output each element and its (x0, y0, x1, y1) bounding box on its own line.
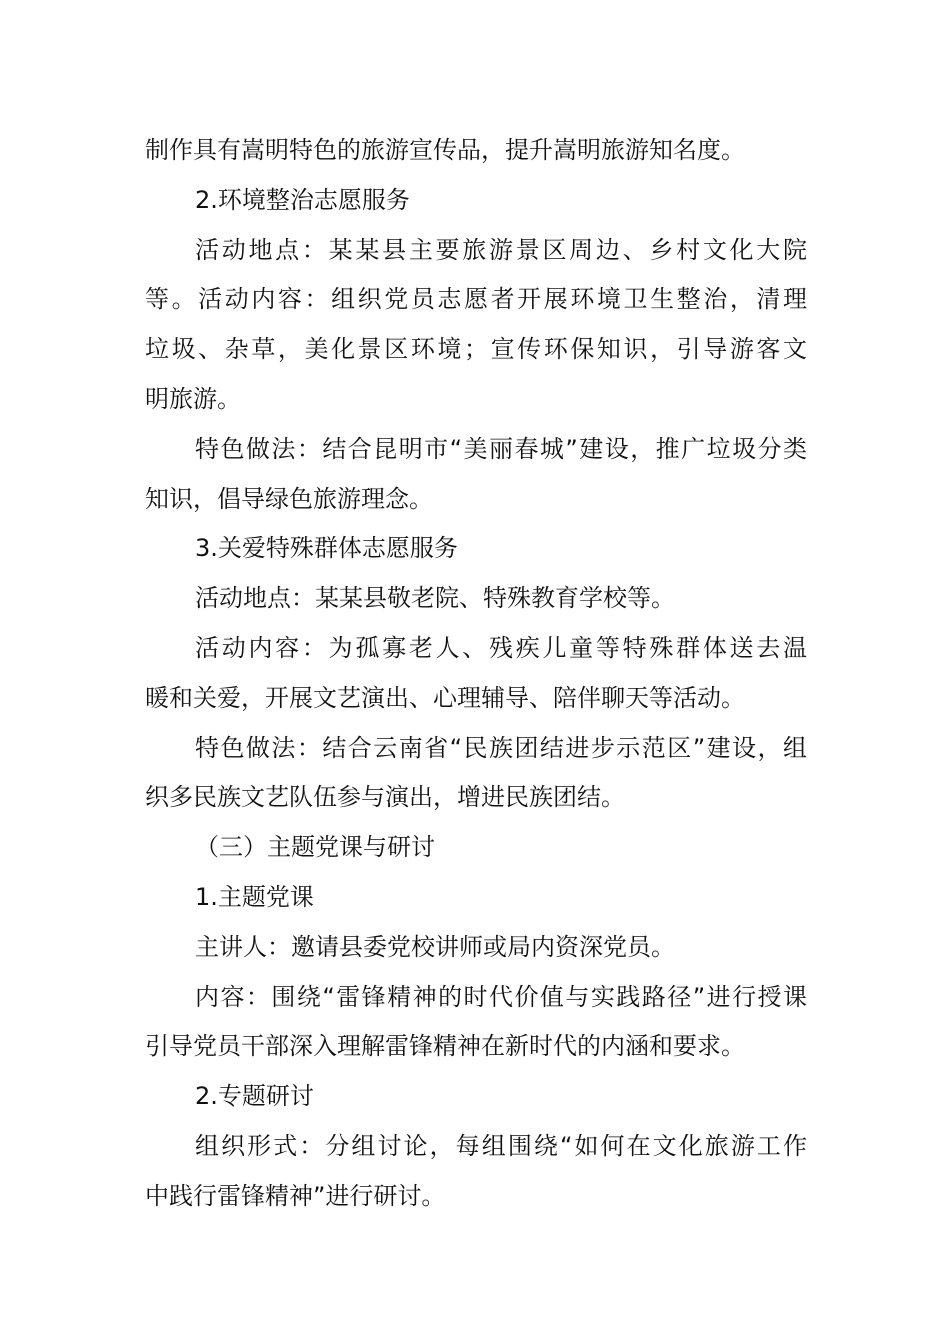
subsection-heading: 1.主题党课 (195, 882, 314, 911)
subsection-heading: 3.关爱特殊群体志愿服务 (195, 534, 458, 563)
body-text-line: 引导党员干部深入理解雷锋精神在新时代的内涵和要求。 (145, 1032, 745, 1061)
body-text-line: 知识，倡导绿色旅游理念。 (145, 484, 433, 513)
body-text-line: 活动内容：为孤寡老人、残疾儿童等特殊群体送去温 (195, 633, 807, 662)
body-text-line: 活动地点：某某县敬老院、特殊教育学校等。 (195, 584, 675, 613)
body-text-line: 组织形式：分组讨论，每组围绕“如何在文化旅游工作 (195, 1131, 807, 1160)
body-text-line: 暖和关爱，开展文艺演出、心理辅导、陪伴聊天等活动。 (145, 683, 745, 712)
body-text-line: 主讲人：邀请县委党校讲师或局内资深党员。 (195, 932, 675, 961)
body-text-line: 中践行雷锋精神”进行研讨。 (145, 1181, 446, 1210)
body-text-line: 制作具有嵩明特色的旅游宣传品，提升嵩明旅游知名度。 (145, 136, 745, 164)
body-text-line: 内容：围绕“雷锋精神的时代价值与实践路径”进行授课 (195, 982, 807, 1011)
section-heading: （三）主题党课与研讨 (195, 833, 435, 862)
body-text-line: 织多民族文艺队伍参与演出，增进民族团结。 (145, 783, 625, 812)
document-page (145, 126, 807, 1222)
subsection-heading: 2.专题研讨 (195, 1082, 314, 1111)
body-text-line: 明旅游。 (145, 384, 241, 413)
body-text-line: 活动地点：某某县主要旅游景区周边、乡村文化大院 (195, 235, 807, 264)
body-text-line: 特色做法：结合云南省“民族团结进步示范区”建设，组 (195, 733, 807, 762)
body-text-line: 垃圾、杂草，美化景区环境；宣传环保知识，引导游客文 (145, 335, 807, 364)
subsection-heading: 2.环境整治志愿服务 (195, 185, 410, 214)
body-text-line: 等。活动内容：组织党员志愿者开展环境卫生整治，清理 (145, 285, 807, 314)
body-text-line: 特色做法：结合昆明市“美丽春城”建设，推广垃圾分类 (195, 434, 807, 463)
